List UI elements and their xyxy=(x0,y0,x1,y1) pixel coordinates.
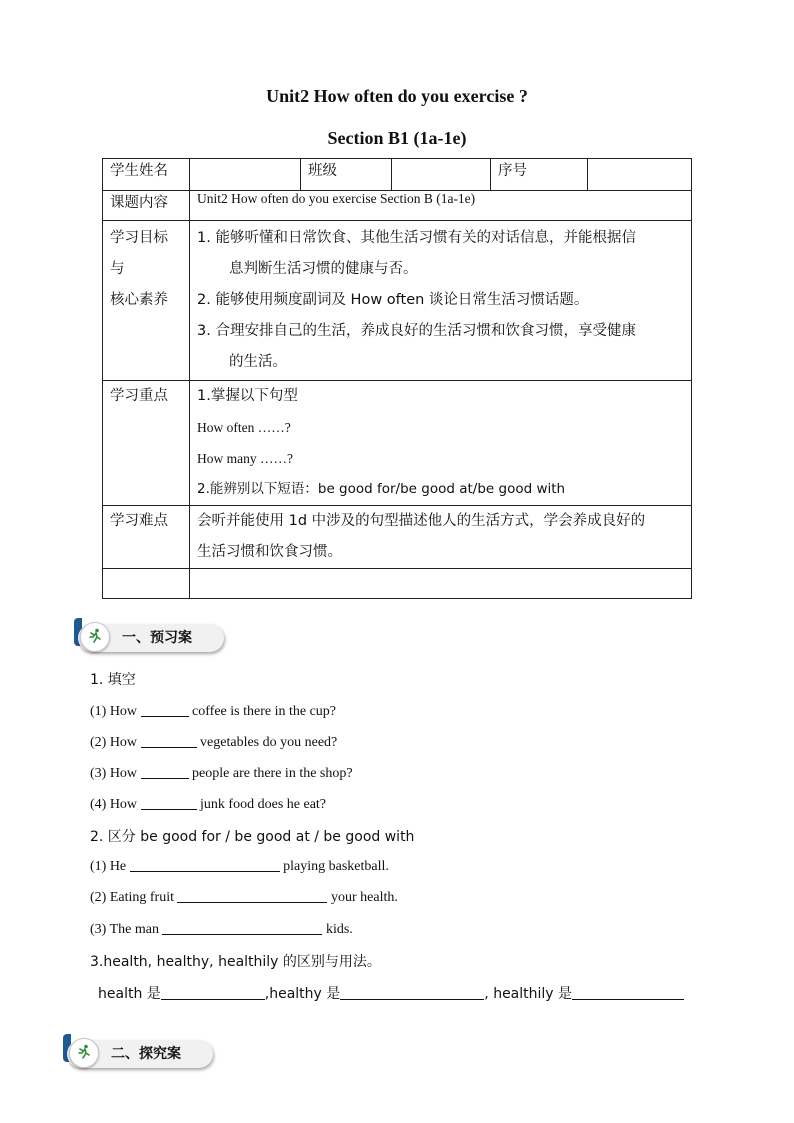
section-header-preview xyxy=(74,620,224,654)
key-4: 2.能辨别以下短语：be good for/be good at/be good with xyxy=(197,481,566,497)
q2-2-prefix: (2) Eating fruit xyxy=(90,890,174,905)
goals-label-2: 与 xyxy=(110,261,125,277)
page-subtitle: Section B1 (1a-1e) xyxy=(327,128,467,148)
q1-1-prefix: (1) How xyxy=(90,704,138,719)
answer-blank[interactable] xyxy=(141,764,189,779)
goal-1a: 1. 能够听懂和日常饮食、其他生活习惯有关的对话信息，并能根据信 xyxy=(197,230,636,246)
class-label: 班级 xyxy=(301,159,392,191)
number-label: 序号 xyxy=(491,159,588,191)
runner-icon xyxy=(80,622,110,652)
name-label: 学生姓名 xyxy=(103,159,190,191)
goal-3a: 3. 合理安排自己的生活，养成良好的生活习惯和饮食习惯，享受健康 xyxy=(197,323,636,339)
goal-3b: 的生活。 xyxy=(229,354,287,370)
info-table xyxy=(102,158,692,599)
answer-blank[interactable] xyxy=(141,795,197,810)
key-content xyxy=(190,381,692,506)
q1-4-suffix: junk food does he eat? xyxy=(200,797,327,812)
q1-2-prefix: (2) How xyxy=(90,735,138,750)
goal-1b: 息判断生活习惯的健康与否。 xyxy=(229,261,418,277)
topic-label: 课题内容 xyxy=(103,191,190,221)
q1-3-suffix: people are there in the shop? xyxy=(192,766,353,781)
answer-blank[interactable] xyxy=(340,985,484,1000)
page-title: Unit2 How often do you exercise ? xyxy=(266,86,528,106)
answer-blank[interactable] xyxy=(130,857,280,872)
goals-label-1: 学习目标 xyxy=(110,230,168,246)
q3-healthy-label: ,healthy 是 xyxy=(264,986,341,1002)
answer-blank[interactable] xyxy=(572,985,684,1000)
q3-answer-line xyxy=(98,983,684,1003)
q2-item-1 xyxy=(90,857,389,875)
q1-2-suffix: vegetables do you need? xyxy=(200,735,338,750)
key-2: How often ……? xyxy=(197,420,291,435)
q1-3-prefix: (3) How xyxy=(90,766,138,781)
topic-value: Unit2 How often do you exercise Section B (1a-1e) xyxy=(190,191,692,221)
answer-blank[interactable] xyxy=(177,888,327,903)
student-row xyxy=(103,159,692,191)
q2-3-prefix: (3) The man xyxy=(90,922,159,937)
q3-health-label: health 是 xyxy=(98,986,161,1002)
empty-cell-right[interactable] xyxy=(190,569,692,599)
q1-item-2 xyxy=(90,733,337,751)
q2-item-2 xyxy=(90,888,398,906)
difficulty-a: 会听并能使用 1d 中涉及的句型描述他人的生活方式，学会养成良好的 xyxy=(197,513,646,529)
q1-item-4 xyxy=(90,795,326,813)
q2-1-suffix: playing basketball. xyxy=(283,859,389,874)
goals-label xyxy=(103,221,190,381)
name-field[interactable] xyxy=(190,159,301,191)
q1-title: 1. 填空 xyxy=(90,672,136,688)
section-header-explore xyxy=(63,1036,213,1070)
answer-blank[interactable] xyxy=(141,702,189,717)
q3-healthily-label: , healthily 是 xyxy=(484,986,573,1002)
q3-title: 3.health, healthy, healthily 的区别与用法。 xyxy=(90,954,381,970)
difficulty-row xyxy=(103,506,692,569)
q1-4-prefix: (4) How xyxy=(90,797,138,812)
q1-1-suffix: coffee is there in the cup? xyxy=(192,704,336,719)
section-title-explore: 二、探究案 xyxy=(111,1046,181,1062)
section-title-preview: 一、预习案 xyxy=(122,630,192,646)
runner-icon xyxy=(69,1038,99,1068)
goals-row xyxy=(103,221,692,381)
key-row xyxy=(103,381,692,506)
answer-blank[interactable] xyxy=(141,733,197,748)
q2-item-3 xyxy=(90,920,353,938)
answer-blank[interactable] xyxy=(162,920,322,935)
difficulty-content xyxy=(190,506,692,569)
difficulty-label: 学习难点 xyxy=(103,506,190,569)
empty-row xyxy=(103,569,692,599)
q2-title: 2. 区分 be good for / be good at / be good with xyxy=(90,829,415,845)
topic-row xyxy=(103,191,692,221)
key-3: How many ……? xyxy=(197,451,293,466)
answer-blank[interactable] xyxy=(161,985,265,1000)
q2-2-suffix: your health. xyxy=(330,890,398,905)
q2-3-suffix: kids. xyxy=(325,922,353,937)
goal-2: 2. 能够使用频度副词及 How often 谈论日常生活习惯话题。 xyxy=(197,292,589,308)
difficulty-b: 生活习惯和饮食习惯。 xyxy=(197,544,342,560)
q2-1-prefix: (1) He xyxy=(90,859,127,874)
goals-content xyxy=(190,221,692,381)
empty-cell-left[interactable] xyxy=(103,569,190,599)
q1-item-3 xyxy=(90,764,353,782)
class-field[interactable] xyxy=(392,159,491,191)
goals-label-3: 核心素养 xyxy=(110,292,168,308)
q1-item-1 xyxy=(90,702,336,720)
number-field[interactable] xyxy=(588,159,692,191)
key-label: 学习重点 xyxy=(103,381,190,506)
key-1: 1.掌握以下句型 xyxy=(197,388,298,404)
